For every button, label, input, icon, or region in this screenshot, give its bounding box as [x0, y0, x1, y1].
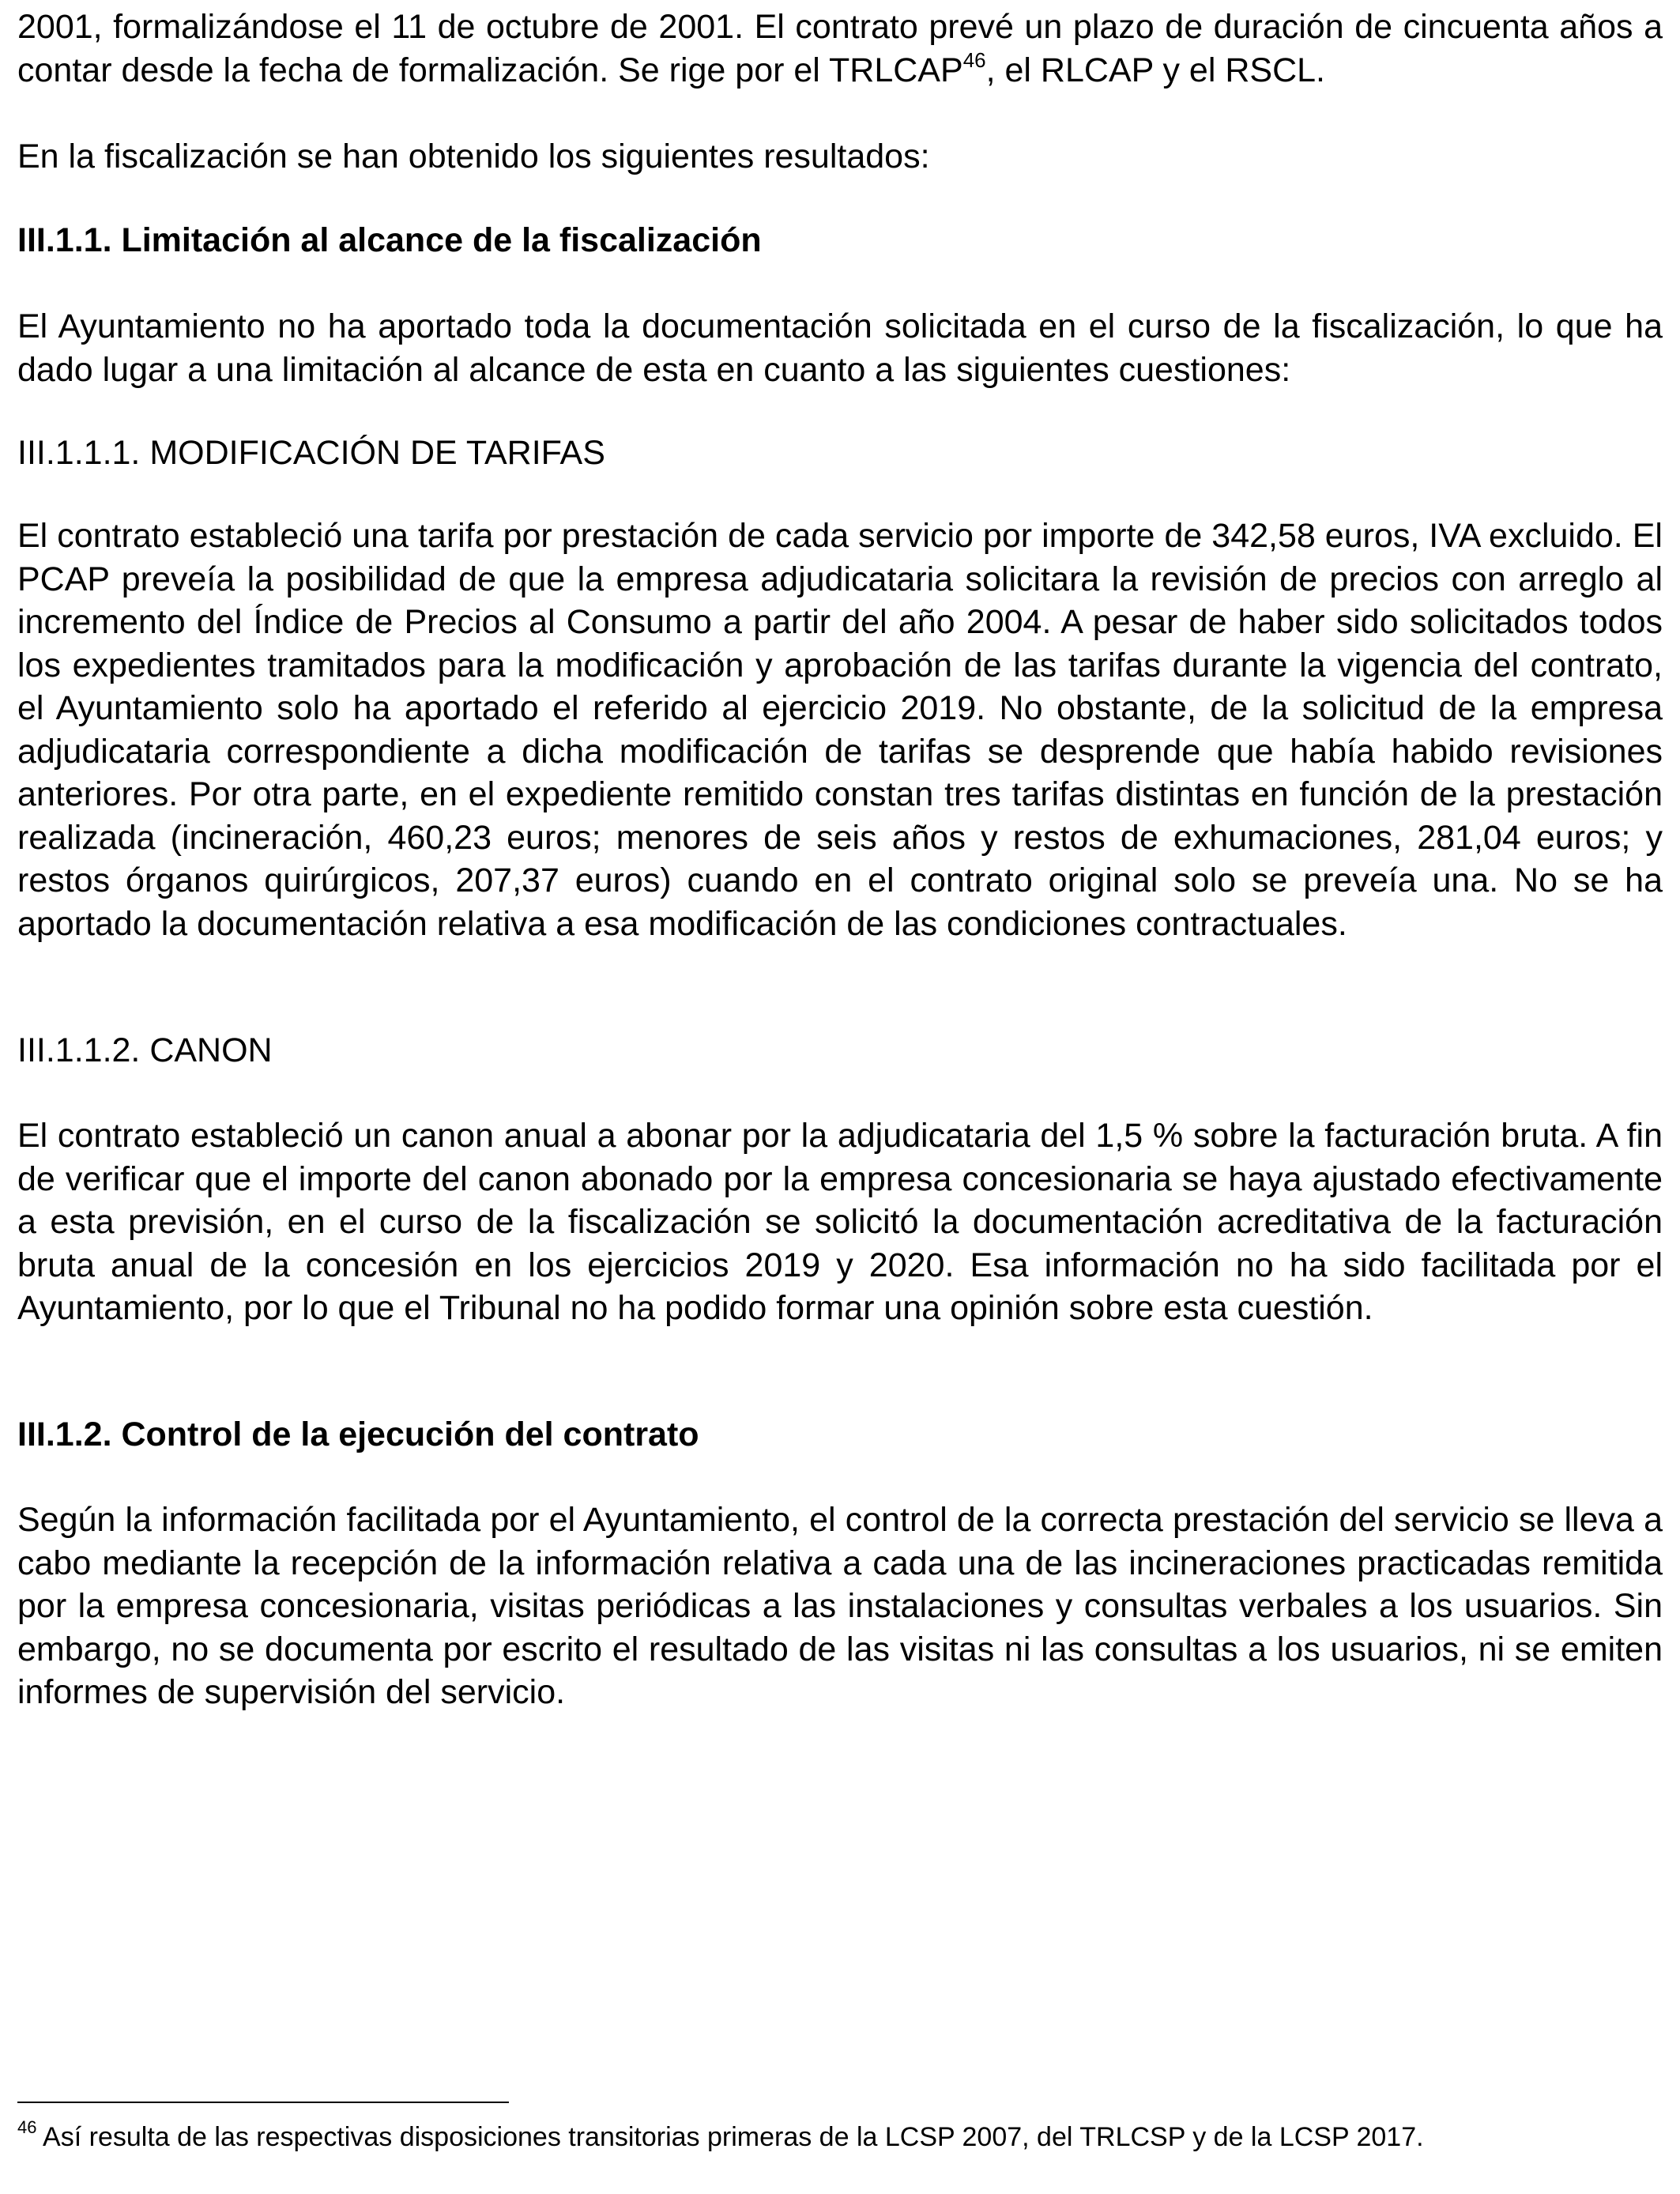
intro-paragraph	[17, 6, 1663, 92]
intro-text-end: , el RLCAP y el RSCL.	[985, 51, 1325, 89]
footnote-text: Así resulta de las respectivas disposiciones transitorias primeras de la LCSP 2007, del TRLCSP y de la LCSP 2017.	[36, 2122, 1424, 2152]
results-intro: En la fiscalización se han obtenido los siguientes resultados:	[17, 138, 930, 175]
section-heading-limitacion: III.1.1. Limitación al alcance de la fiscalización	[17, 221, 762, 259]
subsection-heading-canon: III.1.1.2. CANON	[17, 1031, 273, 1069]
footnote-divider	[17, 2102, 509, 2103]
section-body-limitacion: El Ayuntamiento no ha aportado toda la documentación solicitada en el curso de la fiscalización, lo que ha dado lugar a una limitación al alcance de esta en cuanto a las siguientes cuestiones:	[17, 307, 1663, 389]
intro-text: 2001, formalizándose el 11 de octubre de 2001. El contrato prevé un plazo de duración de cincuenta años a contar desde la fecha de formalización. Se rige por el TRLCAP	[17, 8, 1663, 89]
subsection-body-tarifas: El contrato estableció una tarifa por prestación de cada servicio por importe de 342,58 euros, IVA excluido. El PCAP preveía la posibilidad de que la empresa adjudicataria solicitara la revisión de precios con arreglo al incremento del Índice de Precios al Consumo a partir del año 2004. A pesar de haber sido solicitados todos los expedientes tramitados para la modificación y aprobación de las tarifas durante la vigencia del contrato, el Ayuntamiento solo ha aportado el referido al ejercicio 2019. No obstante, de la solicitud de la empresa adjudicataria correspondiente a dicha modificación de tarifas se desprende que había habido revisiones anteriores. Por otra parte, en el expediente remitido constan tres tarifas distintas en función de la prestación realizada (incineración, 460,23 euros; menores de seis años y restos de exhumaciones, 281,04 euros; y restos órganos quirúrgicos, 207,37 euros) cuando en el contrato original solo se preveía una. No se ha aportado la documentación relativa a esa modificación de las condiciones contractuales.	[17, 517, 1663, 943]
subsection-body-canon: El contrato estableció un canon anual a abonar por la adjudicataria del 1,5 % sobre la facturación bruta. A fin de verificar que el importe del canon abonado por la empresa concesionaria se haya ajustado efectivamente a esta previsión, en el curso de la fiscalización se solicitó la documentación acreditativa de la facturación bruta anual de la concesión en los ejercicios 2019 y 2020. Esa información no ha sido facilitada por el Ayuntamiento, por lo que el Tribunal no ha podido formar una opinión sobre esta cuestión.	[17, 1117, 1663, 1327]
section-heading-control: III.1.2. Control de la ejecución del contrato	[17, 1416, 699, 1453]
subsection-heading-tarifas: III.1.1.1. MODIFICACIÓN DE TARIFAS	[17, 434, 605, 472]
footnote-number: 46	[17, 2117, 37, 2137]
footnote	[17, 2117, 1663, 2154]
section-body-control: Según la información facilitada por el Ayuntamiento, el control de la correcta prestación del servicio se lleva a cabo mediante la recepción de la información relativa a cada una de las incineraciones practicadas remitida por la empresa concesionaria, visitas periódicas a las instalaciones y consultas verbales a los usuarios. Sin embargo, no se documenta por escrito el resultado de las visitas ni las consultas a los usuarios, ni se emiten informes de supervisión del servicio.	[17, 1501, 1663, 1711]
footnote-reference[interactable]: 46	[962, 48, 986, 73]
